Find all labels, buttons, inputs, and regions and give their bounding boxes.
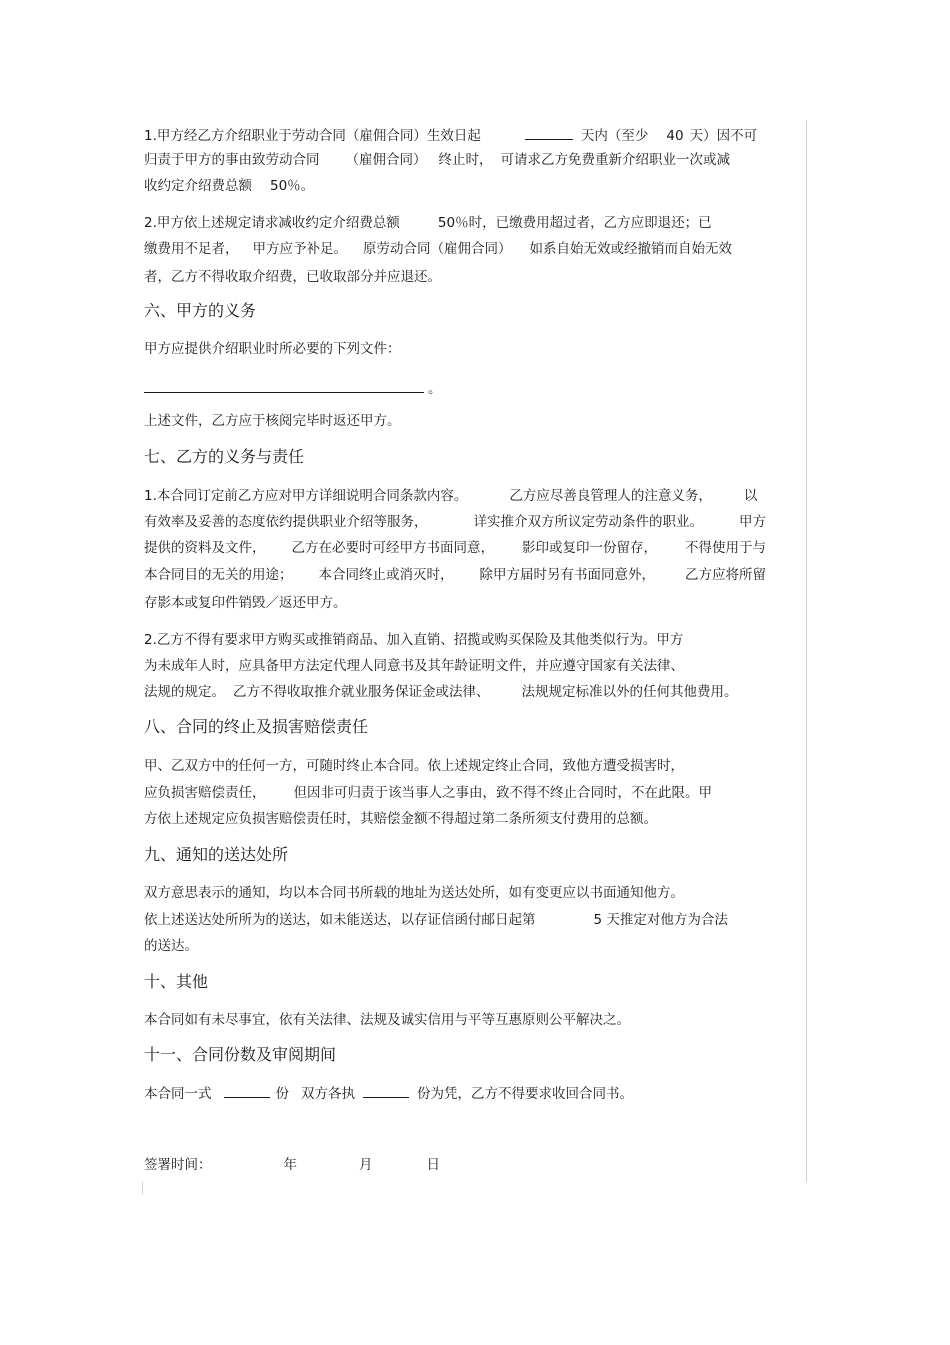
clause-text: 天内（至少 [580,128,649,144]
clause-text: 终止时， [438,152,493,168]
clause-5-1-line-1 [144,125,757,145]
clause-5-2-line-1 [144,214,712,232]
clause-text: 本合同终止或消灭时， [318,567,454,583]
min-days-value: 40 [666,128,684,144]
clause-text: 可请求乙方免费重新介绍职业一次或减 [500,152,730,168]
clause-text: 影印或复印一份留存， [522,540,657,556]
clause-text: 法规的规定。 [144,684,225,700]
clause-7-1-line-1 [144,487,757,505]
signature-date-row [144,1156,440,1174]
clause-text: （雇佣合同） [345,152,427,168]
clause-5-2-line-3: 者，乙方不得收取介绍费，已收取部分并应退还。 [144,269,441,285]
clause-text: 5 天推定对他方为合法 [593,912,728,928]
section-8-line-3: 方依上述规定应负损害赔偿责任时，其赔偿金额不得超过第二条所须支付费用的总额。 [144,811,657,827]
clause-7-2-line-1: 2.乙方不得有要求甲方购买或推销商品、加入直销、招揽或购买保险及其他类似行为。甲方 [144,632,684,648]
copies-total-blank [224,1083,270,1098]
clause-text: 乙方在必要时可经甲方书面同意， [291,540,494,556]
clause-5-1-line-3 [144,177,314,195]
section-10-heading: 十、其他 [144,972,209,991]
clause-text: 缴费用不足者， [144,241,239,257]
clause-text: 甲方应予补足。 [252,241,347,257]
clause-5-2-line-2 [144,240,732,258]
clause-text: 本合同目的无关的用途； [144,567,293,583]
month-label: 月 [359,1157,373,1173]
section-9-line-1: 双方意思表示的通知，均以本合同书所载的地址为送达处所，如有变更应以书面通知他方。 [144,885,684,901]
documents-blank [144,378,424,393]
clause-text: 原劳动合同（雇佣合同） [363,241,512,257]
page-left-mark [142,1182,143,1194]
signature-date-label: 签署时间： [144,1157,212,1173]
section-11-heading: 十一、合同份数及审阅期间 [144,1045,337,1064]
clause-7-1-line-2 [144,513,766,531]
section-7-heading: 七、乙方的义务与责任 [144,447,305,466]
clause-text: 法规规定标准以外的任何其他费用。 [521,684,738,700]
clause-text: 双方各执 [301,1086,355,1102]
section-6-para-3: 上述文件，乙方应于核阅完毕时返还甲方。 [144,413,401,429]
section-8-line-1: 甲、乙双方中的任何一方，可随时终止本合同。依上述规定终止合同，致他方遭受损害时， [144,758,684,774]
clause-text: 甲方 [739,514,766,530]
clause-text: 1.本合同订定前乙方应对甲方详细说明合同条款内容。 [144,488,468,504]
section-9-line-3: 的送达。 [144,938,198,954]
clause-text: 份为凭，乙方不得要求收回合同书。 [417,1086,633,1102]
clause-7-1-line-4 [144,566,766,584]
section-6-heading: 六、甲方的义务 [144,301,257,320]
clause-text: 如系自始无效或经撤销而自始无效 [529,241,732,257]
clause-text: 收约定介绍费总额 [144,178,252,194]
clause-text: 应负损害赔偿责任， [144,785,266,801]
clause-text: 详实推介双方所议定劳动条件的职业。 [473,514,703,530]
section-8-line-2 [144,784,712,802]
section-6-para-1: 甲方应提供介绍职业时所必要的下列文件： [144,341,401,357]
clause-text: 不得使用于与 [685,540,766,556]
clause-text: 1.甲方经乙方介绍职业于劳动合同（雇佣合同）生效日起 [144,128,481,144]
page-right-border [806,120,807,1182]
clause-text: 天）因不可 [689,128,758,144]
days-blank [525,125,573,140]
clause-text: 以 [743,488,758,504]
year-label: 年 [283,1157,297,1173]
clause-text: 但因非可归责于该当事人之事由，致不得不终止合同时，不在此限。甲 [293,785,712,801]
clause-text: 乙方应尽善良管理人的注意义务， [509,488,712,504]
clause-text: 。 [428,381,442,397]
clause-text: 2.甲方依上述规定请求减收约定介绍费总额 [144,215,400,231]
clause-7-1-line-5: 存影本或复印件销毁／返还甲方。 [144,595,347,611]
clause-text: 提供的资料及文件， [144,540,266,556]
section-9-line-2 [144,911,728,929]
day-label: 日 [426,1157,440,1173]
clause-7-2-line-2: 为未成年人时，应具备甲方法定代理人同意书及其年龄证明文件，并应遵守国家有关法律、 [144,658,684,674]
clause-text: 除甲方届时另有书面同意外， [479,567,655,583]
clause-text: 本合同一式 [144,1086,212,1102]
clause-text: 依上述送达处所所为的送达，如未能送达，以存证信函付邮日起第 [144,912,536,928]
section-11-line-1 [144,1083,633,1103]
section-9-heading: 九、通知的送达处所 [144,845,289,864]
section-8-heading: 八、合同的终止及损害赔偿责任 [144,717,369,736]
section-10-line-1: 本合同如有未尽事宜，依有关法律、法规及诚实信用与平等互惠原则公平解决之。 [144,1012,630,1028]
clause-text: 50％。 [270,178,315,194]
clause-5-1-line-2 [144,151,730,169]
clause-text: 50％时，已缴费用超过者，乙方应即退还；已 [437,215,712,231]
clause-7-1-line-3 [144,539,766,557]
clause-text: 乙方不得收取推介就业服务保证金或法律、 [233,684,490,700]
clause-text: 份 [275,1086,289,1102]
copies-each-blank [363,1083,409,1098]
clause-7-2-line-3 [144,683,738,701]
clause-text: 归责于甲方的事由致劳动合同 [144,152,320,168]
clause-text: 乙方应将所留 [685,567,766,583]
clause-text: 有效率及妥善的态度依约提供职业介绍等服务， [144,514,428,530]
section-6-document-list [144,378,442,398]
